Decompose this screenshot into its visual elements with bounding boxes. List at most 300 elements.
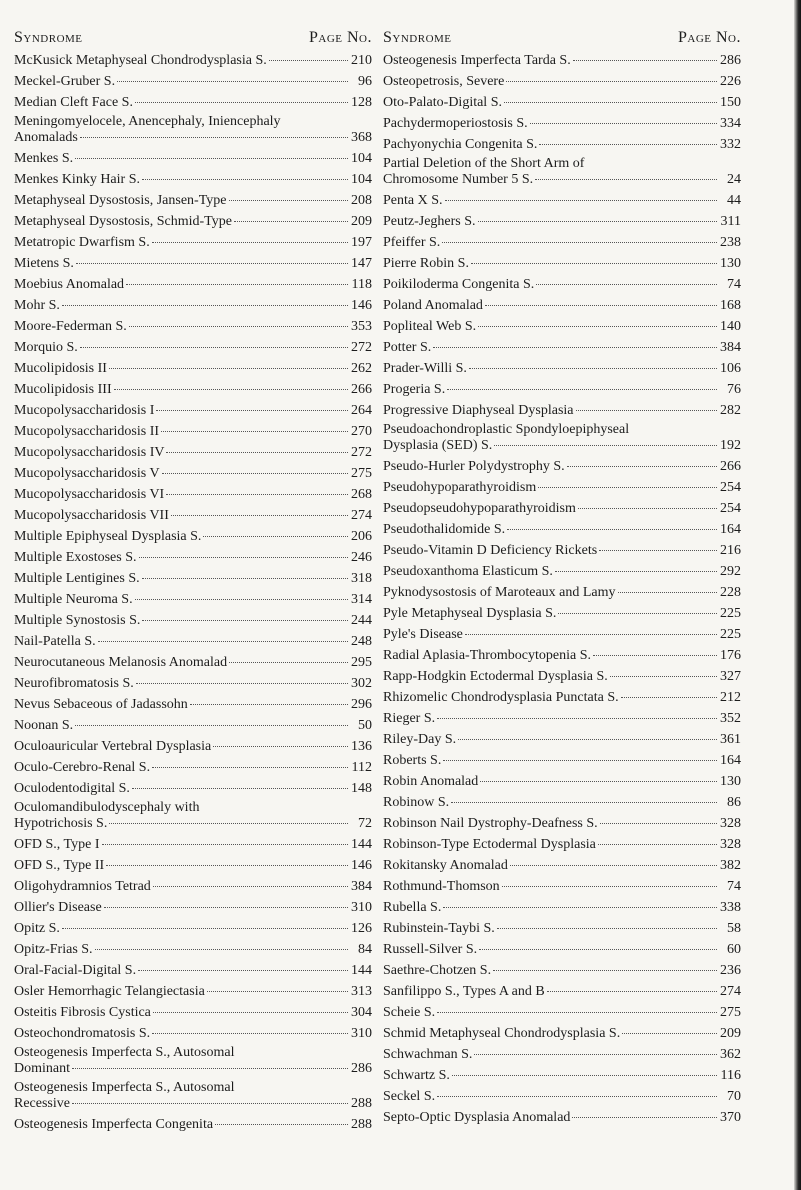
entry-row	[14, 382, 372, 398]
page-number-heading: Page No.	[308, 29, 372, 46]
index-entry	[383, 454, 741, 475]
index-entry	[383, 398, 741, 419]
dot-leader	[72, 1064, 348, 1069]
entry-name-line1: Partial Deletion of the Short Arm of	[383, 156, 585, 171]
entry-name: Nail-Patella S.	[14, 634, 96, 649]
index-entry	[383, 958, 741, 979]
dot-leader	[162, 469, 348, 474]
dot-leader	[166, 448, 348, 453]
dot-leader	[480, 777, 717, 782]
entry-row	[14, 172, 372, 188]
dot-leader	[622, 1029, 717, 1034]
dot-leader	[536, 280, 717, 285]
entry-name: Scheie S.	[383, 1005, 436, 1020]
dot-leader	[599, 546, 717, 551]
dot-leader	[507, 525, 717, 530]
entry-page-number: 370	[720, 1110, 741, 1125]
dot-leader	[443, 903, 717, 908]
entry-row	[14, 1117, 372, 1133]
entry-row	[383, 53, 741, 69]
index-entry	[14, 776, 372, 797]
entry-row	[383, 942, 741, 958]
dot-leader	[573, 56, 717, 61]
index-entry	[14, 524, 372, 545]
dot-leader	[171, 511, 348, 516]
index-entry	[14, 188, 372, 209]
entry-page-number: 262	[351, 361, 372, 376]
index-entry	[14, 895, 372, 916]
entry-name: Rothmund-Thomson	[383, 879, 500, 894]
entry-name: Ollier's Disease	[14, 900, 102, 915]
index-entry	[14, 608, 372, 629]
dot-leader	[610, 672, 717, 677]
entry-page-number: 238	[720, 235, 741, 250]
entry-name: Menkes S.	[14, 151, 74, 166]
entry-name: Mucopolysaccharidosis VI	[14, 487, 165, 502]
entry-row	[383, 984, 741, 1000]
index-entry	[14, 461, 372, 482]
entry-page-number: 282	[720, 403, 741, 418]
entry-page-number: 104	[351, 151, 372, 166]
index-entry	[383, 769, 741, 790]
index-entry	[383, 496, 741, 517]
dot-leader	[445, 196, 718, 201]
index-entry	[14, 111, 372, 146]
index-entry	[383, 664, 741, 685]
index-entry	[383, 811, 741, 832]
dot-leader	[576, 406, 717, 411]
entry-row	[14, 550, 372, 566]
entry-page-number: 116	[720, 1068, 741, 1083]
entry-row	[14, 592, 372, 608]
index-entry	[14, 251, 372, 272]
dot-leader	[152, 763, 348, 768]
entry-row	[383, 690, 741, 706]
index-entry	[14, 853, 372, 874]
entry-name: Pachyonychia Congenita S.	[383, 137, 538, 152]
entry-row	[383, 256, 741, 272]
entry-name: Saethre-Chotzen S.	[383, 963, 492, 978]
entry-name-line1: Pseudoachondroplastic Spondyloepiphyseal	[383, 422, 630, 437]
index-entry	[383, 356, 741, 377]
entry-row	[383, 74, 741, 90]
entry-name: Seckel S.	[383, 1089, 436, 1104]
index-entry	[14, 48, 372, 69]
dot-leader	[72, 1099, 348, 1104]
entry-page-number: 327	[720, 669, 741, 684]
entry-row	[14, 361, 372, 377]
dot-leader	[471, 259, 717, 264]
entry-row	[383, 361, 741, 377]
entry-name: Pachydermoperiostosis S.	[383, 116, 528, 131]
entry-name: Metatropic Dwarfism S.	[14, 235, 150, 250]
index-entry	[14, 419, 372, 440]
dot-leader	[132, 784, 348, 789]
entry-name: Osteogenesis Imperfecta Congenita	[14, 1117, 214, 1132]
entry-name: Osteopetrosis, Severe	[383, 74, 505, 89]
entry-row	[383, 921, 741, 937]
entry-row	[383, 172, 741, 188]
entry-name: Pyle's Disease	[383, 627, 463, 642]
entry-name: Pfeiffer S.	[383, 235, 441, 250]
entry-row	[383, 753, 741, 769]
index-entry	[383, 209, 741, 230]
dot-leader	[166, 490, 348, 495]
entry-name: OFD S., Type I	[14, 837, 100, 852]
entry-name: Robinson Nail Dystrophy-Deafness S.	[383, 816, 598, 831]
entry-row	[14, 1005, 372, 1021]
dot-leader	[502, 882, 717, 887]
index-entry	[383, 685, 741, 706]
entry-name: Prader-Willi S.	[383, 361, 467, 376]
entry-page-number: 212	[720, 690, 741, 705]
dot-leader	[190, 700, 348, 705]
entry-page-number: 295	[351, 655, 372, 670]
dot-leader	[437, 1092, 717, 1097]
entry-row	[383, 95, 741, 111]
entry-row	[14, 319, 372, 335]
entry-name: Riley-Day S.	[383, 732, 457, 747]
dot-leader	[215, 1120, 348, 1125]
entry-name: Meckel-Gruber S.	[14, 74, 116, 89]
entry-name: Metaphyseal Dysostosis, Jansen-Type	[14, 193, 227, 208]
entry-name: Pseudohypoparathyroidism	[383, 480, 537, 495]
entry-row	[383, 1068, 741, 1084]
entry-page-number: 136	[351, 739, 372, 754]
entry-row	[14, 984, 372, 1000]
entry-page-number: 353	[351, 319, 372, 334]
dot-leader	[510, 861, 717, 866]
index-entry	[383, 643, 741, 664]
index-entry	[14, 482, 372, 503]
dot-leader	[109, 819, 348, 824]
entry-name-line1: Osteogenesis Imperfecta S., Autosomal	[14, 1045, 235, 1060]
index-entry	[14, 650, 372, 671]
entry-page-number: 104	[351, 172, 372, 187]
dot-leader	[229, 196, 349, 201]
entry-name: Robinow S.	[383, 795, 450, 810]
dot-leader	[114, 385, 348, 390]
entry-row	[383, 319, 741, 335]
dot-leader	[142, 616, 348, 621]
entry-page-number: 86	[727, 795, 741, 810]
entry-name: Dominant	[14, 1061, 70, 1076]
entry-row	[14, 95, 372, 111]
entry-page-number: 147	[351, 256, 372, 271]
entry-name: Mucopolysaccharidosis VII	[14, 508, 169, 523]
entry-page-number: 84	[358, 942, 372, 957]
entry-name: Penta X S.	[383, 193, 443, 208]
entry-page-number: 210	[351, 53, 372, 68]
index-entry	[383, 475, 741, 496]
entry-name: Peutz-Jeghers S.	[383, 214, 476, 229]
entry-page-number: 168	[720, 298, 741, 313]
entry-row	[383, 585, 741, 601]
entry-page-number: 272	[351, 340, 372, 355]
index-entry	[383, 111, 741, 132]
entry-page-number: 164	[720, 522, 741, 537]
index-entry	[383, 419, 741, 454]
dot-leader	[62, 301, 348, 306]
index-entry	[383, 622, 741, 643]
entry-name: Russell-Silver S.	[383, 942, 478, 957]
entry-page-number: 226	[720, 74, 741, 89]
entry-row	[14, 739, 372, 755]
entry-name: Morquio S.	[14, 340, 78, 355]
dot-leader	[109, 364, 348, 369]
entry-name: Oculoauricular Vertebral Dysplasia	[14, 739, 212, 754]
entry-page-number: 246	[351, 550, 372, 565]
entry-page-number: 148	[351, 781, 372, 796]
dot-leader	[102, 840, 349, 845]
entry-row	[383, 277, 741, 293]
entry-row	[383, 382, 741, 398]
entry-page-number: 266	[720, 459, 741, 474]
entry-name: Mucopolysaccharidosis IV	[14, 445, 165, 460]
entry-name: Rubella S.	[383, 900, 442, 915]
index-entry	[14, 1042, 372, 1077]
index-entry	[14, 797, 372, 832]
entry-name: Pseudo-Hurler Polydystrophy S.	[383, 459, 565, 474]
index-entry	[14, 503, 372, 524]
index-entry	[14, 90, 372, 111]
entry-page-number: 248	[351, 634, 372, 649]
entry-row	[14, 1096, 372, 1112]
entry-name: Osler Hemorrhagic Telangiectasia	[14, 984, 205, 999]
entry-row	[383, 669, 741, 685]
index-entry	[383, 132, 741, 153]
entry-name: Moore-Federman S.	[14, 319, 127, 334]
index-entry	[14, 398, 372, 419]
dot-leader	[117, 77, 348, 82]
dot-leader	[535, 175, 717, 180]
entry-page-number: 126	[351, 921, 372, 936]
entry-row	[14, 256, 372, 272]
entry-page-number: 274	[720, 984, 741, 999]
dot-leader	[621, 693, 717, 698]
entry-page-number: 314	[351, 592, 372, 607]
dot-leader	[538, 483, 717, 488]
entry-page-number: 96	[358, 74, 372, 89]
dot-leader	[437, 714, 717, 719]
index-entry	[14, 230, 372, 251]
dot-leader	[618, 588, 717, 593]
entry-name: Anomalads	[14, 130, 78, 145]
entry-name: Schwachman S.	[383, 1047, 473, 1062]
entry-page-number: 74	[727, 879, 741, 894]
entry-name: Multiple Synostosis S.	[14, 613, 141, 628]
entry-page-number: 140	[720, 319, 741, 334]
entry-name: Metaphyseal Dysostosis, Schmid-Type	[14, 214, 232, 229]
entry-name: OFD S., Type II	[14, 858, 105, 873]
entry-row	[14, 340, 372, 356]
entry-page-number: 302	[351, 676, 372, 691]
dot-leader	[234, 217, 348, 222]
dot-leader	[135, 595, 348, 600]
index-entry	[14, 1112, 372, 1133]
entry-page-number: 328	[720, 837, 741, 852]
index-entry	[383, 580, 741, 601]
index-entry	[383, 979, 741, 1000]
index-entry	[383, 874, 741, 895]
index-entry	[14, 979, 372, 1000]
entry-page-number: 313	[351, 984, 372, 999]
entry-row	[383, 403, 741, 419]
entry-row	[14, 74, 372, 90]
entry-page-number: 70	[727, 1089, 741, 1104]
dot-leader	[136, 679, 348, 684]
entry-row	[14, 837, 372, 853]
entry-row	[383, 627, 741, 643]
dot-leader	[269, 56, 348, 61]
entry-row	[383, 340, 741, 356]
entry-page-number: 266	[351, 382, 372, 397]
entry-page-number: 236	[720, 963, 741, 978]
entry-row	[14, 130, 372, 146]
index-entry	[383, 1000, 741, 1021]
dot-leader	[504, 98, 717, 103]
entry-page-number: 24	[727, 172, 741, 187]
dot-leader	[478, 322, 717, 327]
entry-row	[383, 711, 741, 727]
dot-leader	[139, 553, 348, 558]
entry-row	[383, 1005, 741, 1021]
entry-row	[14, 718, 372, 734]
index-entry	[14, 335, 372, 356]
dot-leader	[600, 819, 717, 824]
dot-leader	[442, 238, 717, 243]
syndrome-heading: Syndrome	[383, 29, 452, 46]
index-entry	[14, 167, 372, 188]
entry-page-number: 318	[351, 571, 372, 586]
entry-row	[14, 942, 372, 958]
entry-row	[383, 543, 741, 559]
dot-leader	[465, 630, 717, 635]
index-entry	[383, 1084, 741, 1105]
entry-row	[14, 466, 372, 482]
dot-leader	[452, 1071, 717, 1076]
dot-leader	[555, 567, 717, 572]
index-entry	[14, 272, 372, 293]
dot-leader	[156, 406, 348, 411]
entry-page-number: 209	[720, 1026, 741, 1041]
entry-page-number: 274	[351, 508, 372, 523]
entry-row	[14, 445, 372, 461]
entry-page-number: 254	[720, 501, 741, 516]
entry-row	[14, 858, 372, 874]
entry-page-number: 60	[727, 942, 741, 957]
entry-name: Osteogenesis Imperfecta Tarda S.	[383, 53, 571, 68]
dot-leader	[478, 217, 717, 222]
entry-page-number: 146	[351, 298, 372, 313]
entry-name: Rokitansky Anomalad	[383, 858, 508, 873]
entry-page-number: 352	[720, 711, 741, 726]
dot-leader	[443, 756, 717, 761]
entry-page-number: 286	[351, 1061, 372, 1076]
index-entry	[14, 587, 372, 608]
entry-page-number: 128	[351, 95, 372, 110]
entry-name: Multiple Lentigines S.	[14, 571, 140, 586]
dot-leader	[567, 462, 717, 467]
entry-page-number: 209	[351, 214, 372, 229]
index-entry	[383, 601, 741, 622]
entry-name: Neurocutaneous Melanosis Anomalad	[14, 655, 228, 670]
index-entry	[383, 1105, 741, 1126]
entry-name-line1: Meningomyelocele, Anencephaly, Iniencephaly	[14, 114, 281, 129]
entry-row	[14, 53, 372, 69]
index-entry	[383, 538, 741, 559]
index-entry	[14, 209, 372, 230]
entry-row	[383, 480, 741, 496]
entry-row	[14, 529, 372, 545]
entry-row	[14, 424, 372, 440]
dot-leader	[572, 1113, 717, 1118]
entry-name: Mohr S.	[14, 298, 60, 313]
entry-list-right	[383, 48, 741, 1126]
entry-name: Progressive Diaphyseal Dysplasia	[383, 403, 574, 418]
entry-page-number: 146	[351, 858, 372, 873]
entry-page-number: 361	[720, 732, 741, 747]
entry-row	[14, 760, 372, 776]
index-entry	[14, 937, 372, 958]
index-entry	[14, 1021, 372, 1042]
index-entry	[383, 251, 741, 272]
entry-page-number: 130	[720, 774, 741, 789]
entry-row	[383, 1026, 741, 1042]
entry-page-number: 164	[720, 753, 741, 768]
dot-leader	[493, 966, 717, 971]
index-entry	[14, 916, 372, 937]
entry-page-number: 362	[720, 1047, 741, 1062]
dot-leader	[80, 133, 348, 138]
entry-name: Opitz-Frias S.	[14, 942, 93, 957]
entry-name: Osteochondromatosis S.	[14, 1026, 151, 1041]
entry-row	[383, 235, 741, 251]
entry-name: Osteitis Fibrosis Cystica	[14, 1005, 151, 1020]
index-column-right	[383, 27, 741, 1126]
dot-leader	[479, 945, 717, 950]
index-entry	[383, 559, 741, 580]
entry-name: Nevus Sebaceous of Jadassohn	[14, 697, 188, 712]
index-entry	[14, 692, 372, 713]
dot-leader	[106, 861, 348, 866]
entry-name: Rhizomelic Chondrodysplasia Punctata S.	[383, 690, 619, 705]
entry-page-number: 275	[351, 466, 372, 481]
entry-page-number: 176	[720, 648, 741, 663]
dot-leader	[469, 364, 717, 369]
entry-name: Menkes Kinky Hair S.	[14, 172, 140, 187]
entry-name: Recessive	[14, 1096, 70, 1111]
index-entry	[14, 314, 372, 335]
entry-page-number: 382	[720, 858, 741, 873]
index-entry	[383, 69, 741, 90]
dot-leader	[153, 1008, 348, 1013]
dot-leader	[75, 721, 348, 726]
index-column-left	[14, 27, 372, 1133]
entry-page-number: 338	[720, 900, 741, 915]
dot-leader	[213, 742, 348, 747]
entry-page-number: 268	[351, 487, 372, 502]
entry-row	[14, 571, 372, 587]
entry-row	[383, 795, 741, 811]
entry-page-number: 310	[351, 900, 372, 915]
entry-name: Dysplasia (SED) S.	[383, 438, 493, 453]
dot-leader	[152, 238, 348, 243]
dot-leader	[530, 119, 717, 124]
entry-row	[383, 816, 741, 832]
dot-leader	[152, 1029, 348, 1034]
entry-row	[14, 879, 372, 895]
